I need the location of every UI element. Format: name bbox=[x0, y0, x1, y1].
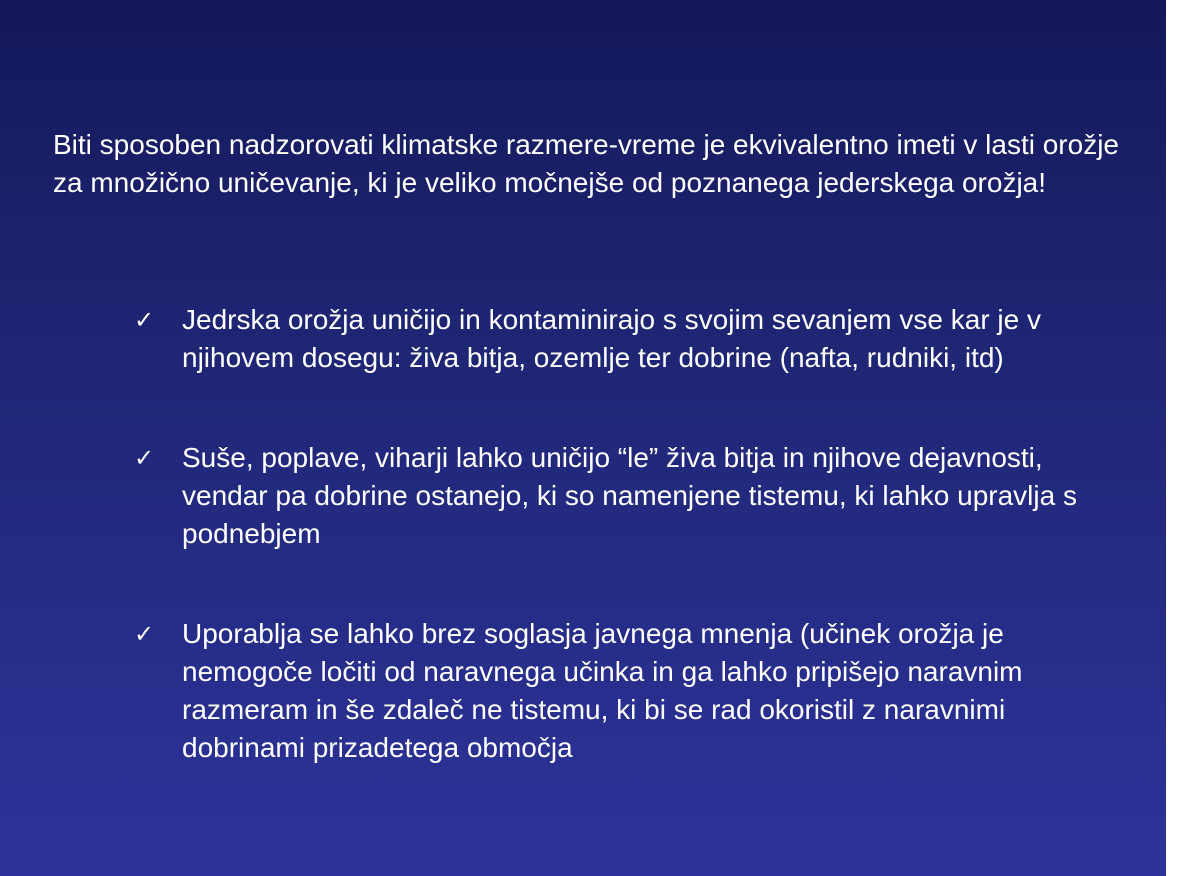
bullet-item bbox=[134, 615, 1134, 767]
check-icon: ✓ bbox=[134, 306, 155, 334]
bullet-text: Uporablja se lahko brez soglasja javnega mnenja (učinek orožja je nemogoče ločiti od naravnega učinka in ga lahko pripišejo naravnim razmeram in še zdaleč ne tistemu, ki bi se rad okoristil z naravnimi dobrinami prizadetega območja bbox=[182, 618, 1023, 763]
page-margin bbox=[1166, 0, 1200, 876]
intro-paragraph: Biti sposoben nadzorovati klimatske razmere-vreme je ekvivalentno imeti v lasti orožje za množično uničevanje, ki je veliko močnejše od poznanega jederskega orožja! bbox=[53, 129, 1119, 198]
check-icon: ✓ bbox=[134, 444, 155, 472]
bullet-text: Suše, poplave, viharji lahko uničijo “le” živa bitja in njihove dejavnosti, vendar pa dobrine ostanejo, ki so namenjene tistemu, ki lahko upravlja s podnebjem bbox=[182, 442, 1077, 549]
bullet-item bbox=[134, 301, 1134, 377]
bullet-list bbox=[134, 301, 1134, 829]
bullet-item bbox=[134, 439, 1134, 553]
check-icon: ✓ bbox=[134, 620, 155, 648]
bullet-text: Jedrska orožja uničijo in kontaminirajo s svojim sevanjem vse kar je v njihovem dosegu: živa bitja, ozemlje ter dobrine (nafta, rudniki, itd) bbox=[182, 304, 1042, 373]
